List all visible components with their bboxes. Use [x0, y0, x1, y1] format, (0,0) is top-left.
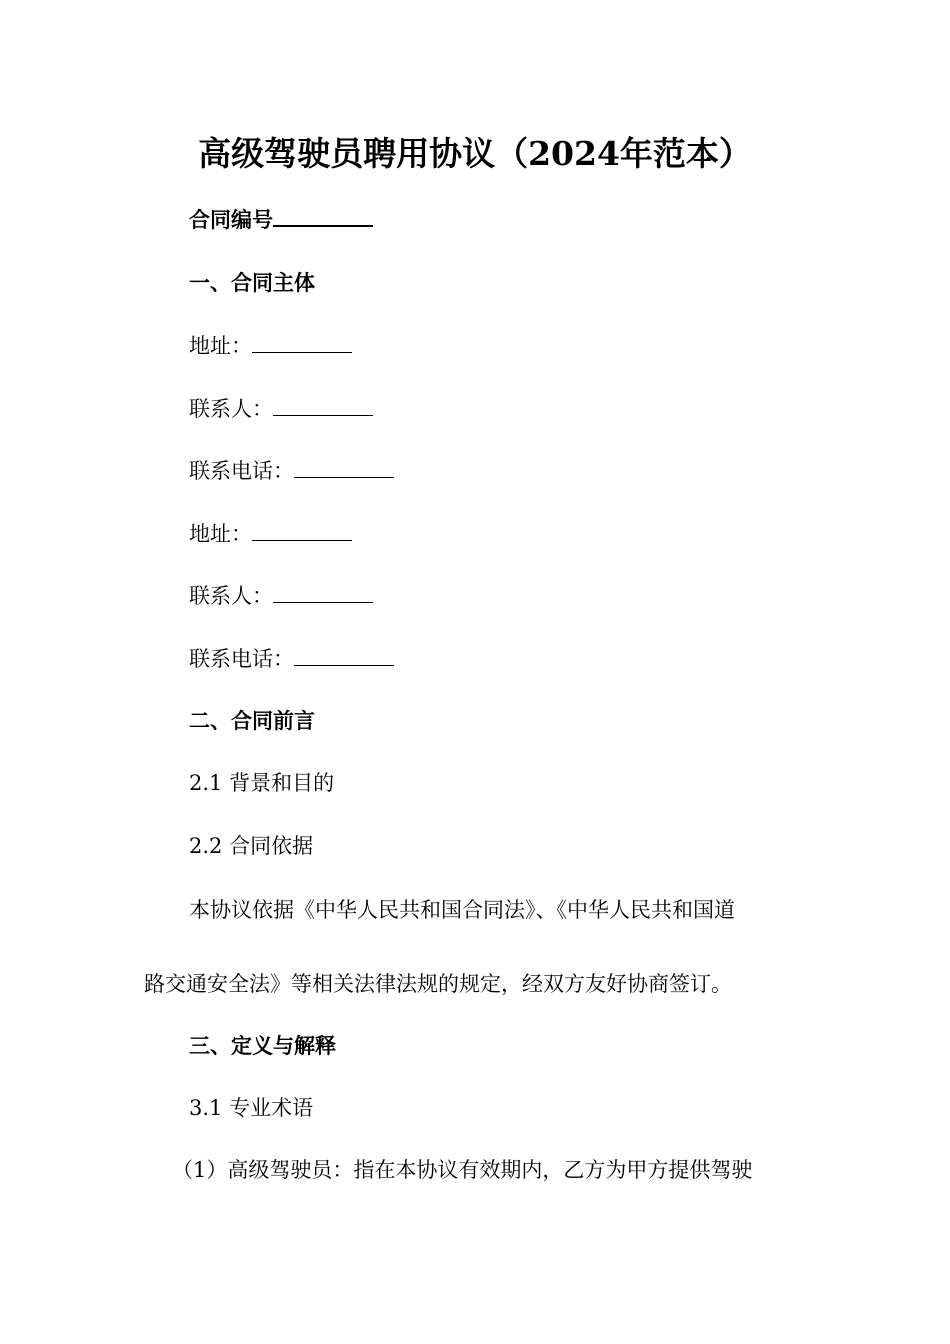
contact-label: 联系人：	[189, 584, 273, 608]
phone-label: 联系电话：	[189, 647, 294, 671]
phone-label: 联系电话：	[189, 459, 294, 483]
contract-number-line	[189, 206, 373, 234]
party-b-phone-line	[189, 645, 394, 673]
contact-blank	[273, 397, 373, 416]
contract-number-label: 合同编号	[189, 207, 273, 232]
clause-2-2-body-line-1: 本协议依据《中华人民共和国合同法》、《中华人民共和国道	[189, 898, 735, 922]
address-label: 地址：	[189, 522, 252, 546]
contact-label: 联系人：	[189, 397, 273, 421]
clause-2-2: 2.2 合同依据	[189, 834, 314, 858]
address-blank	[252, 334, 352, 353]
phone-blank	[294, 647, 394, 666]
party-a-phone-line	[189, 457, 394, 485]
clause-2-2-body-line-2: 路交通安全法》等相关法律法规的规定，经双方友好协商签订。	[144, 972, 732, 996]
clause-3-1: 3.1 专业术语	[189, 1096, 314, 1120]
party-b-address-line	[189, 520, 352, 548]
party-a-contact-line	[189, 395, 373, 423]
section-1-heading: 一、合同主体	[189, 270, 315, 295]
party-a-address-line	[189, 332, 352, 360]
section-2-heading: 二、合同前言	[189, 708, 315, 733]
phone-blank	[294, 459, 394, 478]
clause-3-1-item-1: （1）高级驾驶员：指在本协议有效期内，乙方为甲方提供驾驶	[172, 1158, 753, 1182]
contact-blank	[273, 584, 373, 603]
section-3-heading: 三、定义与解释	[189, 1033, 336, 1058]
address-label: 地址：	[189, 334, 252, 358]
contract-number-blank	[273, 207, 373, 227]
clause-2-1: 2.1 背景和目的	[189, 771, 335, 795]
address-blank	[252, 522, 352, 541]
document-title: 高级驾驶员聘用协议（2024年范本）	[198, 134, 752, 173]
party-b-contact-line	[189, 582, 373, 610]
